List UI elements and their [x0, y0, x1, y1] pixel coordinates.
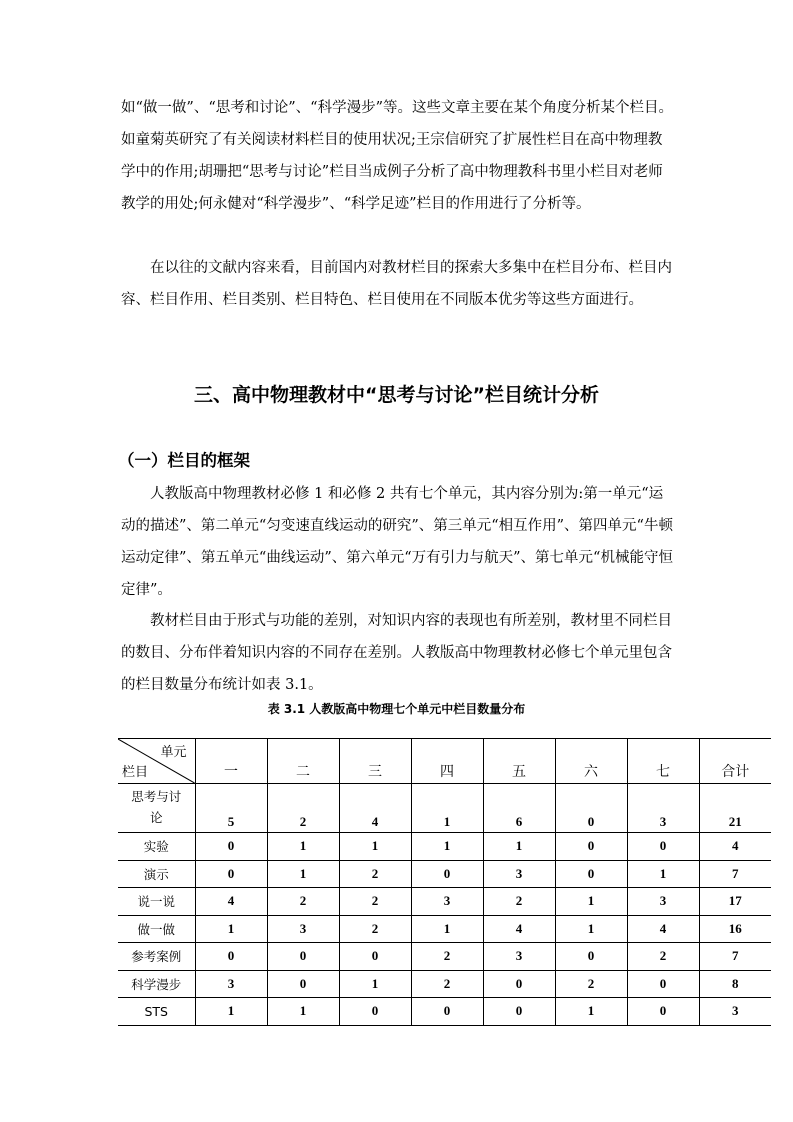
paragraph-4: 教材栏目由于形式与功能的差别，对知识内容的表现也有所差别，教材里不同栏目的数目、分布伴着知识内容的不同存在差别。人教版高中物理教材必修七个单元里包含的栏目数量分布统计如表 3.1。 — [121, 613, 672, 693]
table-cell: 1 — [483, 833, 555, 861]
table-cell: 3 — [411, 888, 483, 916]
column-header-total: 合计 — [699, 739, 771, 784]
table-cell: 3 — [267, 915, 339, 943]
table-cell-total: 8 — [699, 970, 771, 998]
table-cell: 1 — [411, 833, 483, 861]
table-cell: 3 — [627, 888, 699, 916]
table-cell: 2 — [339, 915, 411, 943]
table-cell: 1 — [195, 915, 267, 943]
column-distribution-table — [118, 738, 771, 1026]
column-header: 五 — [483, 739, 555, 784]
paragraph-3: 人教版高中物理教材必修 1 和必修 2 共有七个单元，其内容分别为:第一单元“运动的描述”、第二单元“匀变速直线运动的研究”、第三单元“相互作用”、第四单元“牛顿运动定律”、第五单元“曲线运动”、第六单元“万有引力与航天”、第七单元“机械能守恒定律”。 — [121, 486, 673, 598]
table-cell: 0 — [627, 998, 699, 1026]
subsection-heading: （一）栏目的框架 — [118, 451, 250, 470]
table-header-row — [118, 739, 771, 784]
table-cell-total: 21 — [699, 784, 771, 833]
table-cell: 4 — [195, 888, 267, 916]
table-cell: 5 — [195, 784, 267, 833]
table-cell: 1 — [267, 833, 339, 861]
column-header: 三 — [339, 739, 411, 784]
table-cell: 3 — [483, 860, 555, 888]
table-cell-total: 16 — [699, 915, 771, 943]
table-cell: 0 — [195, 833, 267, 861]
table-cell: 3 — [195, 970, 267, 998]
table-cell: 0 — [339, 943, 411, 971]
table-cell: 0 — [195, 943, 267, 971]
table-cell-total: 3 — [699, 998, 771, 1026]
table-cell: 1 — [555, 915, 627, 943]
table-cell: 1 — [195, 998, 267, 1026]
table-row — [118, 784, 771, 833]
table-cell: 0 — [627, 970, 699, 998]
table-cell: 0 — [267, 970, 339, 998]
table-cell: 4 — [483, 915, 555, 943]
row-label-line: 论 — [149, 810, 163, 825]
column-header: 六 — [555, 739, 627, 784]
table-cell: 0 — [555, 833, 627, 861]
table-cell: 2 — [627, 943, 699, 971]
column-header: 一 — [195, 739, 267, 784]
table-cell: 1 — [411, 915, 483, 943]
table-cell: 0 — [483, 998, 555, 1026]
table-row — [118, 888, 771, 916]
table-cell: 0 — [483, 970, 555, 998]
table-cell: 2 — [339, 888, 411, 916]
table-cell: 1 — [339, 833, 411, 861]
table-cell-total: 7 — [699, 860, 771, 888]
row-label-line: 思考与讨 — [131, 789, 182, 804]
table-cell: 1 — [555, 888, 627, 916]
table-cell: 2 — [483, 888, 555, 916]
column-header: 七 — [627, 739, 699, 784]
table-cell: 1 — [627, 860, 699, 888]
table-cell: 0 — [555, 943, 627, 971]
table-cell-total: 7 — [699, 943, 771, 971]
table-cell: 0 — [339, 998, 411, 1026]
row-label: 演示 — [118, 860, 195, 888]
table-cell: 4 — [339, 784, 411, 833]
table-cell: 2 — [411, 943, 483, 971]
table-cell: 1 — [267, 998, 339, 1026]
table-cell: 0 — [627, 833, 699, 861]
table-row — [118, 860, 771, 888]
table-cell: 2 — [411, 970, 483, 998]
table-row — [118, 915, 771, 943]
table-cell: 0 — [411, 860, 483, 888]
corner-unit-label: 单元 — [160, 745, 187, 760]
table-cell: 1 — [555, 998, 627, 1026]
table-cell: 2 — [339, 860, 411, 888]
table-row — [118, 998, 771, 1026]
diagonal-header-cell — [118, 739, 195, 784]
column-header: 二 — [267, 739, 339, 784]
column-header: 四 — [411, 739, 483, 784]
table-cell: 1 — [267, 860, 339, 888]
row-label: 科学漫步 — [118, 970, 195, 998]
table-cell: 1 — [411, 784, 483, 833]
table-row — [118, 833, 771, 861]
row-label: STS — [118, 998, 195, 1026]
table-cell: 0 — [195, 860, 267, 888]
table-cell: 2 — [267, 784, 339, 833]
paragraph-2: 在以往的文献内容来看，目前国内对教材栏目的探索大多集中在栏目分布、栏目内容、栏目作用、栏目类别、栏目特色、栏目使用在不同版本优劣等这些方面进行。 — [121, 260, 672, 308]
table-cell-total: 4 — [699, 833, 771, 861]
corner-column-label: 栏目 — [122, 765, 149, 780]
table-cell-total: 17 — [699, 888, 771, 916]
paragraph-1: 如“做一做”、“思考和讨论”、“科学漫步”等。这些文章主要在某个角度分析某个栏目。如童菊英研究了有关阅读材料栏目的使用状况;王宗信研究了扩展性栏目在高中物理教学中的作用;胡珊把“思考与讨论”栏目当成例子分析了高中物理教科书里小栏目对老师教学的用处;何永健对“科学漫步”、“科学足迹”栏目的作用进行了分析等。 — [121, 100, 673, 212]
table-row — [118, 943, 771, 971]
table-cell: 0 — [411, 998, 483, 1026]
table-cell: 2 — [555, 970, 627, 998]
row-label: 说一说 — [118, 888, 195, 916]
row-label: 做一做 — [118, 915, 195, 943]
table-cell: 3 — [483, 943, 555, 971]
row-label — [118, 784, 195, 833]
table-cell: 2 — [267, 888, 339, 916]
row-label: 参考案例 — [118, 943, 195, 971]
table-cell: 0 — [267, 943, 339, 971]
table-cell: 3 — [627, 784, 699, 833]
table-cell: 0 — [555, 860, 627, 888]
table-cell: 6 — [483, 784, 555, 833]
table-cell: 0 — [555, 784, 627, 833]
row-label: 实验 — [118, 833, 195, 861]
table-cell: 4 — [627, 915, 699, 943]
section-heading: 三、高中物理教材中“思考与讨论”栏目统计分析 — [194, 384, 599, 406]
table-caption: 表 3.1 人教版高中物理七个单元中栏目数量分布 — [267, 702, 526, 716]
table-cell: 1 — [339, 970, 411, 998]
table-row — [118, 970, 771, 998]
